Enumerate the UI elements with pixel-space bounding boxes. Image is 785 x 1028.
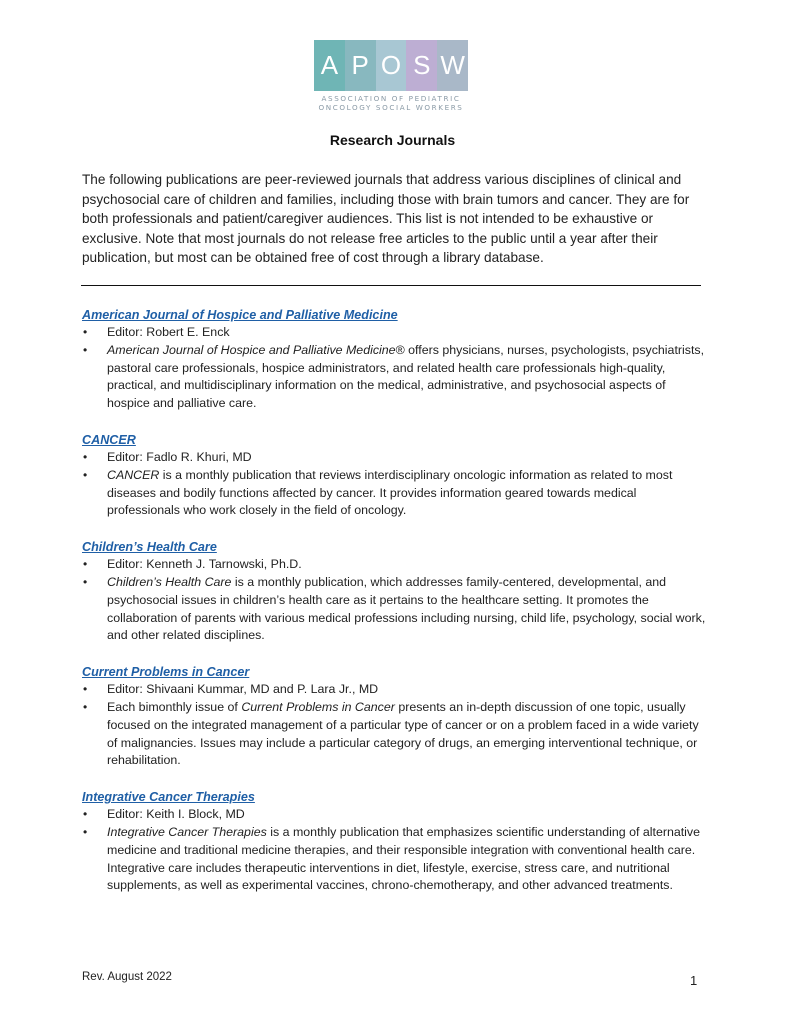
journal-name: Current Problems in Cancer — [241, 699, 395, 714]
divider — [81, 285, 701, 286]
logo-tile: W — [437, 40, 468, 91]
journal-list — [82, 306, 707, 913]
journal-details — [82, 324, 707, 413]
journal-name: Children’s Health Care — [107, 574, 232, 589]
logo-subtitle — [314, 95, 468, 112]
bullet-icon: • — [83, 449, 88, 464]
journal-link[interactable]: CANCER — [82, 432, 136, 447]
journal-name: CANCER — [107, 467, 160, 482]
journal-name: American Journal of Hospice and Palliative Medicine — [107, 342, 396, 357]
description-text: is a monthly publication that emphasizes scientific understanding of alternative medicine and traditional medicine therapies, and their responsible integration with conventional health care. Integrative care includes therapeutic interventions in diet, lifestyle, exercise, stress care, and nutritional supplements, as well as experimental vaccines, chrono-chemotherapy, and other advanced treatments. — [107, 824, 701, 893]
journal-details — [82, 806, 707, 895]
bullet-icon: • — [83, 467, 88, 482]
description-text: is a monthly publication that reviews interdisciplinary oncologic information as related to most diseases and bodily functions affected by cancer. It provides information geared towards medical professionals who work closely in the field of oncology. — [107, 467, 673, 518]
journal-entry — [82, 538, 707, 645]
logo-tile: O — [376, 40, 407, 91]
logo-tile: S — [406, 40, 437, 91]
editor-item — [82, 324, 707, 342]
bullet-icon: • — [83, 699, 88, 714]
journal-entry — [82, 663, 707, 770]
logo-tile: P — [345, 40, 376, 91]
journal-details — [82, 449, 707, 520]
journal-link[interactable]: Integrative Cancer Therapies — [82, 790, 255, 805]
description-text: presents an in-depth discussion of one topic, usually focused on the integrated management of a particular type of cancer or on a problem faced in a wide variety of malignancies. Issues may include a particular category of drugs, an emerging interventional technique, or rehabilitation. — [107, 699, 699, 768]
revision-date: Rev. August 2022 — [82, 971, 172, 983]
bullet-icon: • — [83, 557, 88, 572]
editor-item — [82, 806, 707, 824]
description-text: ® offers physicians, nurses, psychologists, psychiatrists, pastoral care professionals, hospice administrators, and related health care professionals high-quality, practical, and multidisciplinary information on the medical, administrative, and psychosocial aspects of hospice and palliative care. — [107, 342, 705, 411]
description-item — [82, 467, 707, 520]
logo-tile: A — [314, 40, 345, 91]
journal-entry — [82, 788, 707, 895]
logo-tiles — [314, 40, 468, 91]
page-title: Research Journals — [329, 132, 456, 148]
journal-details — [82, 681, 707, 770]
description-item — [82, 824, 707, 895]
editor-text: Editor: Robert E. Enck — [107, 325, 230, 339]
bullet-icon: • — [83, 682, 88, 697]
editor-item — [82, 449, 707, 467]
editor-text: Editor: Kenneth J. Tarnowski, Ph.D. — [107, 557, 302, 572]
description-item — [82, 342, 707, 413]
editor-text: Editor: Shivaani Kummar, MD and P. Lara Jr., MD — [107, 682, 379, 697]
bullet-icon: • — [83, 824, 88, 839]
aposw-logo — [314, 40, 468, 112]
editor-item — [82, 556, 707, 574]
description-item — [82, 574, 707, 645]
bullet-icon: • — [83, 807, 88, 822]
journal-link[interactable]: Current Problems in Cancer — [82, 665, 250, 680]
editor-text: Editor: Keith I. Block, MD — [107, 807, 245, 822]
journal-entry — [82, 431, 707, 520]
description-text: is a monthly publication, which addresses family-centered, developmental, and psychosocial issues in children’s health care as it pertains to the healthcare setting. It promotes the collaboration of parents with various medical professions including nursing, child life, psychology, social work, and other related disciplines. — [107, 574, 706, 643]
description-item — [82, 699, 707, 770]
journal-entry — [82, 306, 707, 413]
journal-link[interactable]: American Journal of Hospice and Palliative Medicine — [82, 308, 398, 322]
journal-link[interactable]: Children’s Health Care — [82, 540, 217, 555]
editor-text: Editor: Fadlo R. Khuri, MD — [107, 449, 252, 464]
logo-subtitle-line: ONCOLOGY SOCIAL WORKERS — [318, 102, 464, 112]
journal-details — [82, 556, 707, 645]
bullet-icon: • — [83, 325, 88, 339]
editor-item — [82, 681, 707, 699]
logo-subtitle-line: ASSOCIATION OF PEDIATRIC — [321, 94, 461, 103]
journal-name: Integrative Cancer Therapies — [107, 824, 267, 839]
bullet-icon: • — [83, 574, 88, 589]
intro-paragraph: The following publications are peer-reviewed journals that address various disciplines of clinical and psychosocial care of children and families, including those with brain tumors and cancer. They are for both professionals and patient/caregiver audiences. This list is not intended to be exhaustive or exclusive. Note that most journals do not release free articles to the public until a year after their publication, but most can be obtained free of cost through a library database. — [82, 172, 690, 265]
bullet-icon: • — [83, 342, 88, 357]
page-number: 1 — [690, 973, 698, 988]
description-prefix: Each bimonthly issue of — [107, 699, 242, 714]
